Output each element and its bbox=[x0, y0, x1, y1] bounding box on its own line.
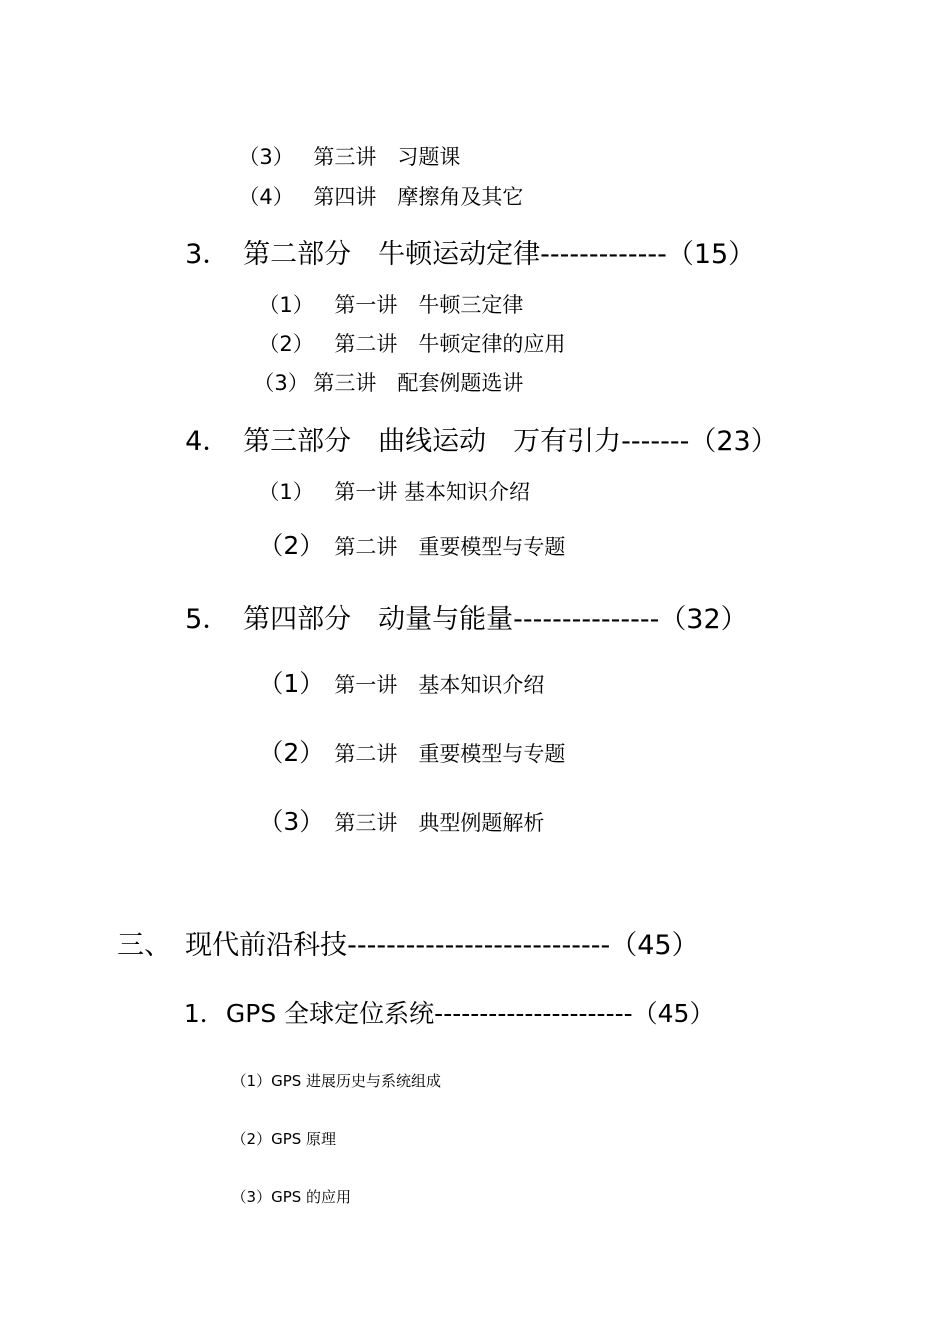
dot-leader: ------- bbox=[621, 426, 690, 457]
part-number: 1． bbox=[183, 999, 225, 1028]
toc-subitem bbox=[225, 126, 460, 168]
page-number: （45） bbox=[610, 930, 699, 961]
item-number: （3） bbox=[253, 371, 309, 395]
part-title: GPS 全球定位系统 bbox=[225, 999, 435, 1028]
page-number: （23） bbox=[689, 426, 778, 457]
item-label: 第二讲 牛顿定律的应用 bbox=[334, 332, 566, 356]
toc-subitem bbox=[240, 352, 523, 394]
toc-section-heading bbox=[100, 905, 699, 959]
item-label: （3）GPS 的应用 bbox=[231, 1188, 352, 1206]
toc-part-heading bbox=[168, 214, 755, 268]
dot-leader: ------------- bbox=[540, 239, 667, 270]
item-number: （3） bbox=[238, 145, 294, 169]
item-number: （2） bbox=[258, 738, 325, 767]
toc-subitem bbox=[245, 274, 523, 316]
toc-subitem bbox=[222, 1117, 336, 1147]
item-label: 第三讲 典型例题解析 bbox=[334, 811, 545, 835]
item-label: 第一讲 基本知识介绍 bbox=[334, 480, 531, 504]
toc-part-heading bbox=[168, 401, 778, 455]
toc-subitem bbox=[245, 788, 544, 834]
section-title: 现代前沿科技 bbox=[185, 930, 348, 961]
toc-subitem bbox=[245, 461, 530, 503]
toc-subitem bbox=[245, 719, 565, 765]
part-number: 3． bbox=[185, 239, 230, 270]
part-title: 第三部分 曲线运动 万有引力 bbox=[243, 426, 622, 457]
item-label: 第三讲 习题课 bbox=[313, 145, 461, 169]
item-label: 第一讲 牛顿三定律 bbox=[334, 293, 524, 317]
page-number: （45） bbox=[632, 999, 715, 1028]
item-number: （2） bbox=[258, 332, 314, 356]
item-number: （1） bbox=[258, 669, 325, 698]
item-label: 第四讲 摩擦角及其它 bbox=[313, 185, 524, 209]
part-title: 第二部分 牛顿运动定律 bbox=[243, 239, 541, 270]
part-number: 4． bbox=[185, 426, 230, 457]
page-number: （15） bbox=[666, 239, 756, 270]
toc-subitem bbox=[245, 650, 544, 696]
page-number: （32） bbox=[659, 604, 748, 635]
item-label: 第三讲 配套例题选讲 bbox=[313, 371, 524, 395]
dot-leader: --------------- bbox=[513, 604, 660, 635]
toc-part-heading bbox=[168, 579, 748, 633]
dot-leader: --------------------------- bbox=[347, 930, 611, 961]
item-label: （2）GPS 原理 bbox=[231, 1130, 337, 1148]
item-label: 第二讲 重要模型与专题 bbox=[334, 535, 566, 559]
item-number: （2） bbox=[258, 531, 325, 560]
toc-part-heading bbox=[168, 976, 714, 1026]
toc-subitem bbox=[222, 1059, 441, 1089]
item-number: （1） bbox=[258, 480, 314, 504]
dot-leader: ---------------------- bbox=[434, 999, 633, 1028]
toc-subitem bbox=[222, 1175, 351, 1205]
item-label: （1）GPS 进展历史与系统组成 bbox=[231, 1072, 442, 1090]
part-number: 5． bbox=[185, 604, 230, 635]
part-title: 第四部分 动量与能量 bbox=[243, 604, 514, 635]
toc-subitem bbox=[245, 512, 565, 558]
item-number: （4） bbox=[238, 185, 294, 209]
item-label: 第二讲 重要模型与专题 bbox=[334, 742, 566, 766]
section-number: 三、 bbox=[117, 930, 172, 961]
item-label: 第一讲 基本知识介绍 bbox=[334, 673, 545, 697]
toc-subitem bbox=[245, 313, 565, 355]
toc-subitem bbox=[225, 166, 523, 208]
item-number: （1） bbox=[258, 293, 314, 317]
item-number: （3） bbox=[258, 807, 325, 836]
